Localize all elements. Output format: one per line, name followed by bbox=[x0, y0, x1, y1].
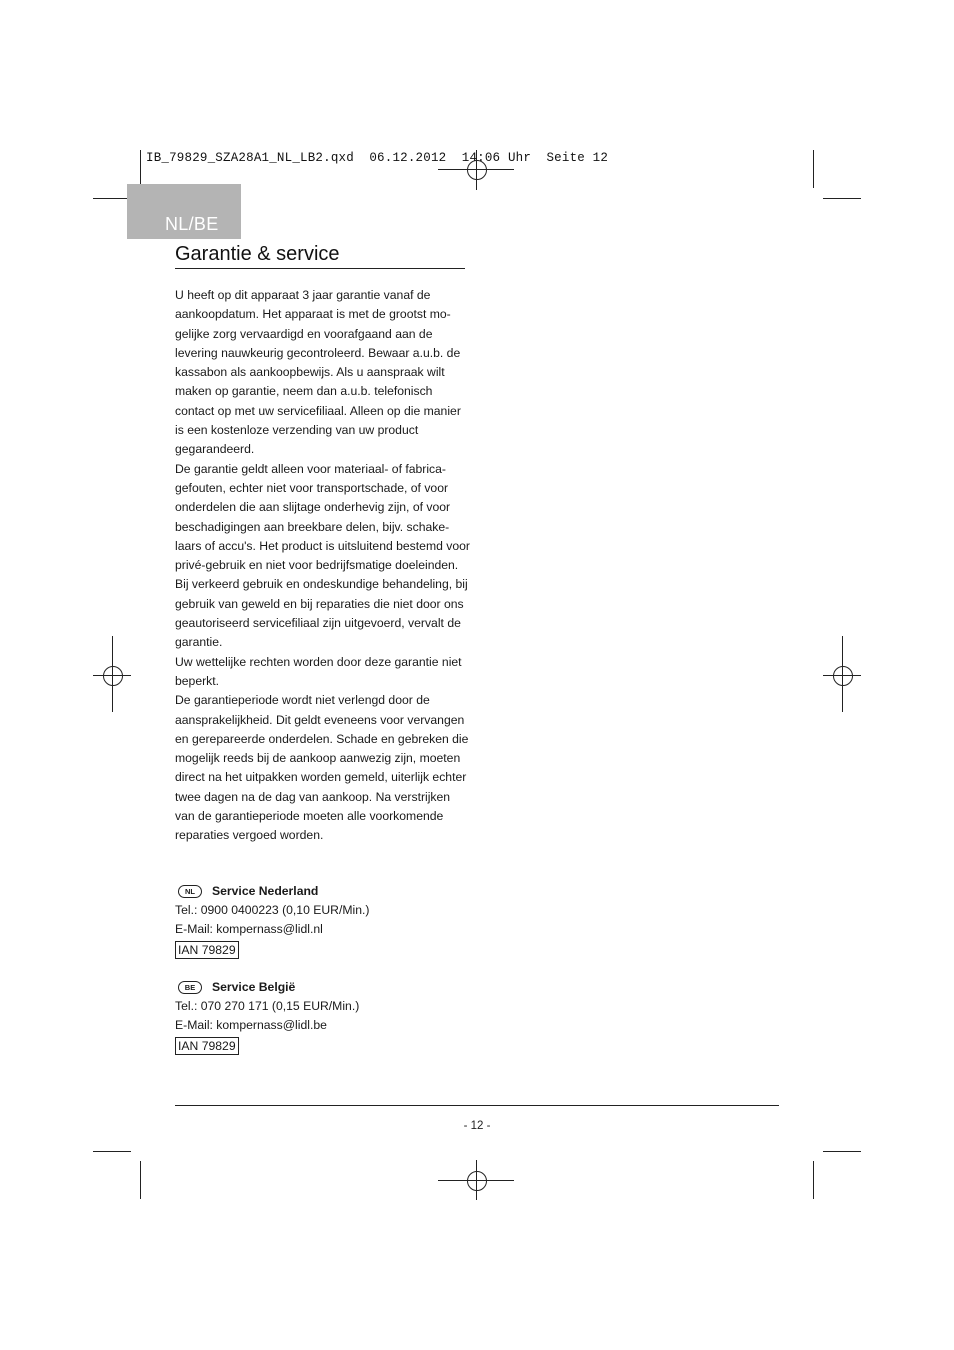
service-title-label: Service Nederland bbox=[212, 884, 319, 898]
be-country-badge: BE bbox=[178, 981, 202, 994]
service-phone: Tel.: 0900 0400223 (0,10 EUR/Min.) bbox=[175, 903, 370, 918]
service-nederland bbox=[175, 882, 475, 960]
guarantee-text bbox=[175, 286, 470, 846]
page-number: - 12 - bbox=[463, 1120, 491, 1132]
paragraph: De garantieperiode wordt niet verlengd door de aansprakelijkheid. Dit geldt eveneens voor vervangen en gerepareerde onderdelen. Schade en gebreken die mogelijk reeds bij de aankoop aanwezig zijn, moeten direct na het uitpakken worden gemeld, uiterlijk echter twee dagen na de dag van aankoop. Na verstrijken van de garantieperiode moeten alle voorkomende reparaties vergoed worden. bbox=[175, 693, 469, 843]
crop-mark bbox=[93, 1151, 131, 1152]
print-slug: IB_79829_SZA28A1_NL_LB2.qxd 06.12.2012 14:06 Uhr Seite 12 bbox=[146, 151, 609, 165]
title-underline bbox=[175, 268, 465, 269]
crop-mark bbox=[813, 150, 814, 188]
paragraph: Bij verkeerd gebruik en ondeskundige behandeling, bij gebruik van geweld en bij reparaties die niet door ons geautoriseerd servicefiliaal zijn uitgevoerd, vervalt de garantie. bbox=[175, 577, 468, 650]
crop-mark bbox=[813, 1161, 814, 1199]
crop-mark bbox=[93, 198, 131, 199]
crop-mark bbox=[140, 150, 141, 188]
service-email: E-Mail: kompernass@lidl.nl bbox=[175, 922, 323, 937]
service-title bbox=[175, 978, 475, 997]
crop-mark bbox=[823, 1151, 861, 1152]
language-tab-label: NL/BE bbox=[165, 214, 219, 234]
crop-mark bbox=[140, 1161, 141, 1199]
registration-circle bbox=[103, 666, 123, 686]
paragraph: U heeft op dit apparaat 3 jaar garantie vanaf de aankoopdatum. Het apparaat is met de grootst mogelijke zorg vervaardigd en voorafgaand aan de levering nauwkeurig gecontroleerd. Bewaar a.u.b. de kassabon als aankoopbewijs. Als u aanspraak wilt maken op garantie, neem dan a.u.b. telefonisch contact op met uw servicefiliaal. Alleen op die manier is een kostenloze verzending van uw product gegarandeerd. bbox=[175, 288, 461, 457]
footer-rule bbox=[175, 1105, 779, 1106]
service-phone: Tel.: 070 270 171 (0,15 EUR/Min.) bbox=[175, 999, 360, 1014]
service-title-label: Service België bbox=[212, 980, 296, 994]
crop-mark bbox=[823, 198, 861, 199]
ian-box: IAN 79829 bbox=[175, 1037, 239, 1055]
ian-box: IAN 79829 bbox=[175, 941, 239, 959]
registration-circle bbox=[833, 666, 853, 686]
nl-country-badge: NL bbox=[178, 885, 202, 898]
paragraph: Uw wettelijke rechten worden door deze garantie niet beperkt. bbox=[175, 654, 462, 688]
service-title bbox=[175, 882, 475, 901]
service-belgie bbox=[175, 978, 475, 1056]
language-tab bbox=[127, 184, 241, 239]
registration-circle bbox=[467, 1171, 487, 1191]
service-email: E-Mail: kompernass@lidl.be bbox=[175, 1018, 327, 1033]
page-title: Garantie & service bbox=[175, 243, 340, 265]
paragraph: De garantie geldt alleen voor materiaal- of fabricagefouten, echter niet voor transportschade, of voor onderdelen die aan slijtage onderhevig zijn, of voor beschadigingen aan breekbare delen, bijv. schakelaars of accu's. Het product is uitsluitend bestemd voor privé-gebruik en niet voor bedrijfsmatige doeleinden. bbox=[175, 461, 470, 573]
